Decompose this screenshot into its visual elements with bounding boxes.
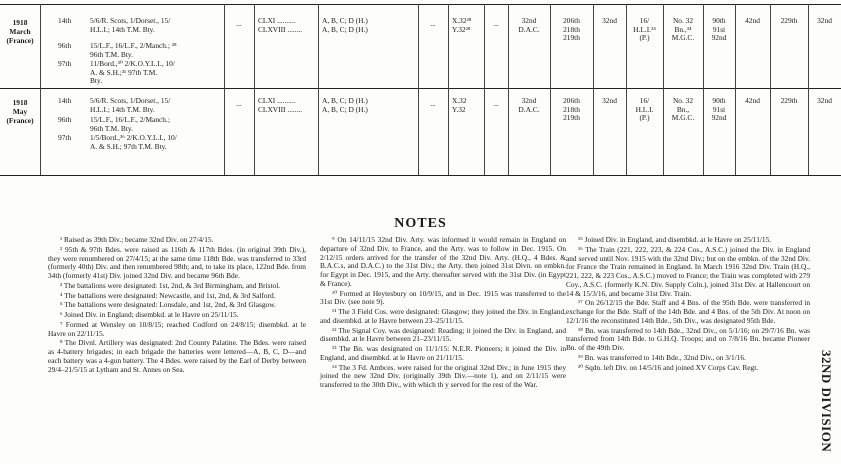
note: ⁸ The Divnl. Artillery was designated: 2nd County Palatine. The Bdes. were raised as 4-battery brigades; in each brigade the batteries were lettered—A, B, C, D—and each battery was a 4-gun battery. The 4 Bdes. were raised by the Earl of Derby between 29/4–21/5/15 at Lytham and St. Annes on Sea. <box>48 338 306 374</box>
brigade-units: 1/5/Bord.,³⁶ 2/K.O.Y.L.I., 10/ A. & S.H.; 97th T.M. Bty. <box>90 133 177 151</box>
running-head <box>815 350 839 460</box>
period-month: March <box>9 27 31 36</box>
pioneers: 16/ H.L.I. (P.) <box>635 96 654 123</box>
machine-gun-units: No. 32 Bn.,³⁴ M.G.C. <box>671 16 695 43</box>
note: ¹³ The Bn. was designated on 11/1/15: N.E.R. Pioneers; it joined the Div. in England, and disembkd. at le Havre on 21/11/15. <box>320 344 566 362</box>
brigade-number: 97th <box>58 133 72 142</box>
brigade-number: 96th <box>58 41 72 50</box>
field-companies: 206th 218th 219th <box>563 16 580 43</box>
divisional-ammunition-column: 32nd D.A.C. <box>518 16 540 34</box>
note: ¹⁶ The Train (221, 222, 223, & 224 Cos., A.S.C.) joined the Div. in England and served until Nov. 1915 with the 32nd Div.; but on the embkn. of the 32nd Div. for France the Train remained in England. In March 1916 32nd Div. Train (H.Q., 221, 222, & 223 Cos., A.S.C.) moved to France; the Train was completed with 279 Coy., A.S.C. (formerly K.N. Div. Supply Coln.), joined 31st Div. at Hallencourt on 14 & 15/3/16, and became 31st Div. Train. <box>566 244 810 298</box>
mobile-vet-section: 42nd <box>745 96 760 105</box>
trench-mortar-batteries: X.32 Y.32 <box>452 96 467 114</box>
note: ⁶ Joined Div. in England; disembkd. at le Havre on 25/11/15. <box>60 310 239 319</box>
brigade-units: 15/L.F., 16/L.F., 2/Manch.; 96th T.M. Bty. <box>90 115 170 133</box>
signals-company: 32nd <box>602 96 617 105</box>
notes-title: NOTES <box>394 216 447 231</box>
note: ¹⁵ Joined Div. in England, and disembkd. at le Havre on 25/11/15. <box>578 235 772 244</box>
period-month: May <box>12 107 28 116</box>
note: ¹ Raised as 39th Div.; became 32nd Div. on 27/4/15. <box>60 235 214 244</box>
notes-column-1 <box>48 236 306 375</box>
note: ³ The battalions were designated: 1st, 2nd, & 3rd Birmingham, and Bristol. <box>60 280 281 290</box>
mounted-troops: ... <box>236 19 242 28</box>
bde-ammunition-column: ... <box>430 19 436 28</box>
brigade-units: 11/Bord.,³⁰ 2/K.O.Y.L.I., 10/ A. & S.H.;³¹ 97th T.M. Bty. <box>90 59 175 86</box>
signals-company: 32nd <box>602 16 617 25</box>
period-place: (France) <box>6 36 34 45</box>
trench-mortar-batteries: X.32²⁸ Y.32²⁸ <box>452 16 472 34</box>
mt-company: 229th <box>780 96 798 105</box>
note: ¹⁹ Bn. was transferred to 14th Bde., 32nd Div., on 3/1/16. <box>578 352 746 362</box>
note: ² 95th & 97th Bdes. were raised as 116th & 117th Bdes. (in original 39th Div.), they were renumbered on 27/4/15; at the same time 118th Bde. was transferred to 33rd (formerly 40th) Div. and then renumbered 98th; and, to take its place, 122nd Bde. from 34th (formerly 41st) Div. joined 32nd Div. and became 96th Bde. <box>48 244 306 280</box>
note: ⁴ The battalions were designated: Newcastle, and 1st, 2nd, & 3rd Salford. <box>60 290 276 300</box>
field-ambulances: 90th 91st 92nd <box>711 16 727 43</box>
note: ²⁰ Sqdn. left Div. on 14/5/16 and joined XV Corps Cav. Regt. <box>578 362 759 372</box>
brigade-number: 97th <box>58 59 72 68</box>
bde-ammunition-column: ... <box>430 99 436 108</box>
heavy-battery: ... <box>493 99 499 108</box>
period-year: 1918 <box>12 18 28 27</box>
heavy-battery: ... <box>493 19 499 28</box>
notes-column-3 <box>566 236 810 373</box>
brigade-units: 5/6/R. Scots, 1/Dorset., 15/ H.L.I.; 14th T.M. Bty. <box>90 96 171 114</box>
artillery-batteries: A, B, C; D (H.) A, B, C; D (H.) <box>322 16 368 34</box>
notes-column-2 <box>320 236 566 391</box>
brigade-number: 14th <box>58 96 72 105</box>
pioneers: 16/ H.L.I.³⁴ (P.) <box>633 16 656 43</box>
field-ambulances: 90th 91st 92nd <box>711 96 727 123</box>
artillery-brigades: CLXI .......... CLXVIII ........ <box>258 96 303 114</box>
mobile-vet-section: 42nd <box>745 16 760 25</box>
divisional-train: 32nd <box>817 96 832 105</box>
mt-company: 229th <box>780 16 798 25</box>
mounted-troops: ... <box>236 99 242 108</box>
brigade-units: 5/6/R. Scots, 1/Dorset., 15/ H.L.I.; 14th T.M. Bty. <box>90 16 171 34</box>
artillery-brigades: CLXI .......... CLXVIII ........ <box>258 16 303 34</box>
note: ¹⁰ Formed at Heytesbury on 10/9/15, and in Dec. 1915 was transferred to the 31st Div. (see note 9). <box>320 288 566 307</box>
note: ¹⁴ The 3 Fd. Ambces. were raised for the original 32nd Div.; in June 1915 they joined the new 32nd Div. (originally 39th Div.—note 1), and on 2/11/15 were transferred to the 30th Div., with which th y served for the rest of the War. <box>320 362 566 389</box>
machine-gun-units: No. 32 Bn., M.G.C. <box>671 96 695 123</box>
note: ¹² The Signal Coy. was designated: Reading; it joined the Div. in England, and disembkd. at le Havre between 21–23/11/15. <box>320 325 566 344</box>
note: ⁷ Formed at Wensley on 10/8/15; reached Codford on 24/8/15; disembkd. at le Havre on 22/11/15. <box>48 319 306 338</box>
note: ¹⁷ On 26/12/15 the Bde. Staff and 4 Bns. of the 95th Bde. were transferred in exchange for the Bde. Staff of the 14th Bde. and 4 Bns. of the 5th Div. At noon on 12/1/16 the reconstituted 14th Bde., 5th Div., was designated 95th Bde. <box>566 298 810 325</box>
divisional-train: 32nd <box>817 16 832 25</box>
brigade-number: 14th <box>58 16 72 25</box>
note: ¹¹ The 3 Field Cos. were designated: Glasgow; they joined the Div. in England, and disembkd. at le Havre between 23–25/11/15. <box>320 307 566 325</box>
brigade-units: 15/L.F., 16/L.F., 2/Manch.; ²⁸ 96th T.M. Bty. <box>90 41 177 59</box>
divisional-ammunition-column: 32nd D.A.C. <box>518 96 540 114</box>
period-place: (France) <box>6 116 34 125</box>
running-head-text: 32ND DIVISION <box>819 350 834 453</box>
period-year: 1918 <box>12 98 28 107</box>
field-companies: 206th 218th 219th <box>563 96 580 123</box>
artillery-batteries: A, B, C; D (H.) A, B, C; D (H.) <box>322 96 368 114</box>
brigade-number: 96th <box>58 115 72 124</box>
note: ⁹ On 14/11/15 32nd Div. Arty. was informed it would remain in England on departure of 32nd Div. to France, and the Arty. was to follow in Dec. 1915. On 2/12/15 orders arrived for the transfer of the 32nd Div. Arty. (H.Q., 4 Bdes. & B.A.C.s, and D.A.C.) to the 31st Div.; the Arty. then joined 31st Divn. on embkn. for Egypt in Dec. 1915, and the Arty. thereafter served with the 31st Div. (in Egypt & France). <box>320 235 566 288</box>
note: ¹⁸ Bn. was transferred to 14th Bde., 32nd Div., on 5/1/16; on 29/7/16 Bn. was transferred from 14th Bde. to G.H.Q. Troops; and on 7/8/16 Bn. became Pioneer Bn. of the 49th Div. <box>566 325 810 352</box>
note: ⁵ The battalions were designated: Lonsdale, and 1st, 2nd, & 3rd Glasgow. <box>60 300 276 310</box>
